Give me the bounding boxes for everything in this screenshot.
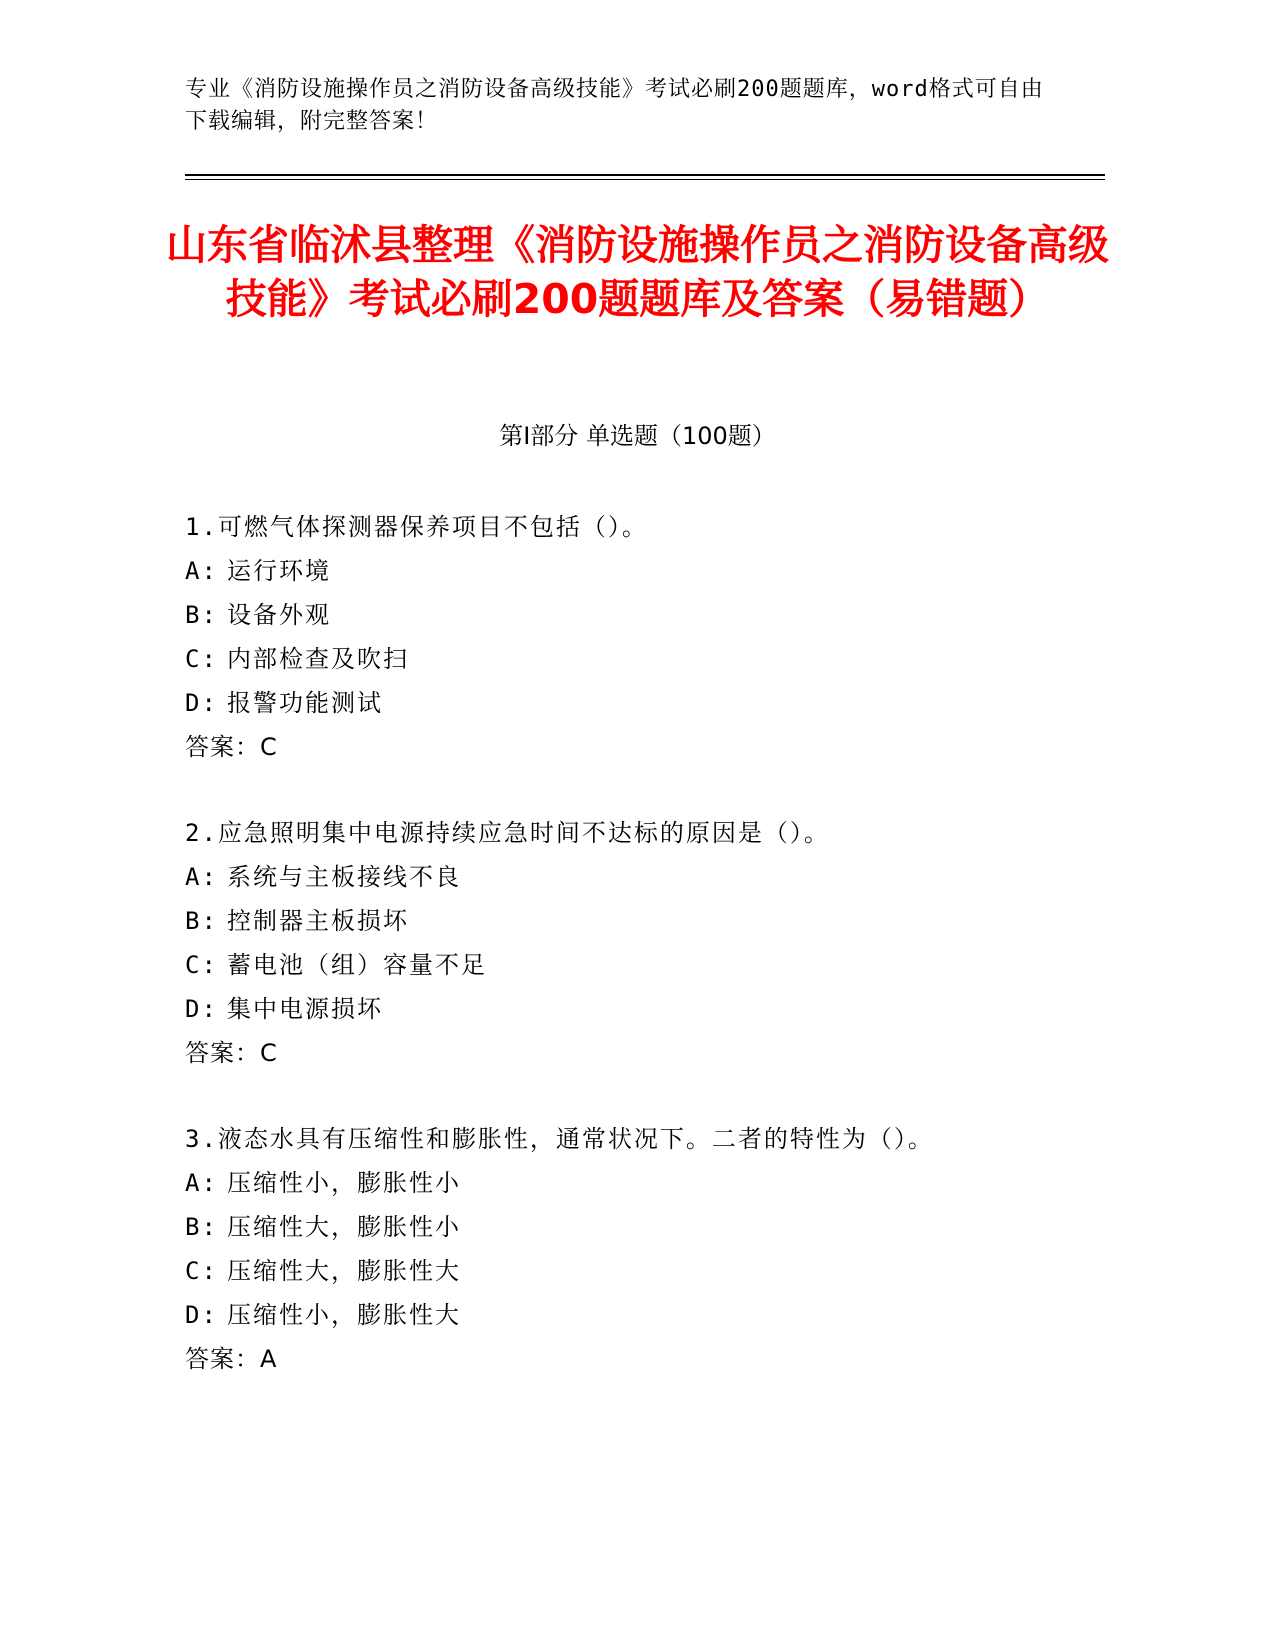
answer: 答案：A	[185, 1345, 278, 1373]
question-list	[185, 505, 1105, 1423]
header-rule-thin	[185, 179, 1105, 180]
option-text: 蓄电池（组）容量不足	[227, 951, 487, 979]
option-c	[185, 637, 1105, 681]
option-d	[185, 987, 1105, 1031]
option-text: 压缩性小，膨胀性小	[227, 1169, 461, 1197]
option-a	[185, 549, 1105, 593]
option-d	[185, 681, 1105, 725]
option-text: 内部检查及吹扫	[227, 645, 409, 673]
option-key: A:	[185, 1169, 218, 1197]
option-text: 控制器主板损坏	[227, 907, 409, 935]
section-title: 第Ⅰ部分 单选题（100题）	[499, 422, 776, 450]
answer: 答案：C	[185, 1039, 278, 1067]
option-text: 运行环境	[227, 557, 331, 585]
question-3	[185, 1117, 1105, 1381]
option-c	[185, 1249, 1105, 1293]
document-title: 山东省临沭县整理《消防设施操作员之消防设备高级技能》考试必刷200题题库及答案（易错题）	[166, 221, 1109, 323]
header-rule-thick	[185, 174, 1105, 176]
option-key: C:	[185, 645, 218, 673]
option-b	[185, 899, 1105, 943]
option-key: B:	[185, 1213, 218, 1241]
option-text: 压缩性大，膨胀性大	[227, 1257, 461, 1285]
option-key: A:	[185, 557, 218, 585]
option-d	[185, 1293, 1105, 1337]
question-2	[185, 811, 1105, 1075]
option-a	[185, 855, 1105, 899]
option-b	[185, 1205, 1105, 1249]
question-stem: 2.应急照明集中电源持续应急时间不达标的原因是（）。	[185, 819, 830, 847]
option-key: B:	[185, 601, 218, 629]
option-key: C:	[185, 951, 218, 979]
option-text: 设备外观	[227, 601, 331, 629]
option-key: C:	[185, 1257, 218, 1285]
question-stem: 3.液态水具有压缩性和膨胀性，通常状况下。二者的特性为（）。	[185, 1125, 934, 1153]
option-key: A:	[185, 863, 218, 891]
option-key: D:	[185, 1301, 218, 1329]
question-1	[185, 505, 1105, 769]
question-stem: 1.可燃气体探测器保养项目不包括（）。	[185, 513, 648, 541]
answer: 答案：C	[185, 733, 278, 761]
option-text: 压缩性大，膨胀性小	[227, 1213, 461, 1241]
option-key: B:	[185, 907, 218, 935]
option-text: 压缩性小，膨胀性大	[227, 1301, 461, 1329]
option-text: 报警功能测试	[227, 689, 383, 717]
option-b	[185, 593, 1105, 637]
option-a	[185, 1161, 1105, 1205]
option-c	[185, 943, 1105, 987]
header-note: 专业《消防设施操作员之消防设备高级技能》考试必刷200题题库，word格式可自由下载编辑，附完整答案！	[185, 77, 1044, 134]
option-key: D:	[185, 995, 218, 1023]
option-text: 集中电源损坏	[227, 995, 383, 1023]
option-key: D:	[185, 689, 218, 717]
option-text: 系统与主板接线不良	[227, 863, 461, 891]
